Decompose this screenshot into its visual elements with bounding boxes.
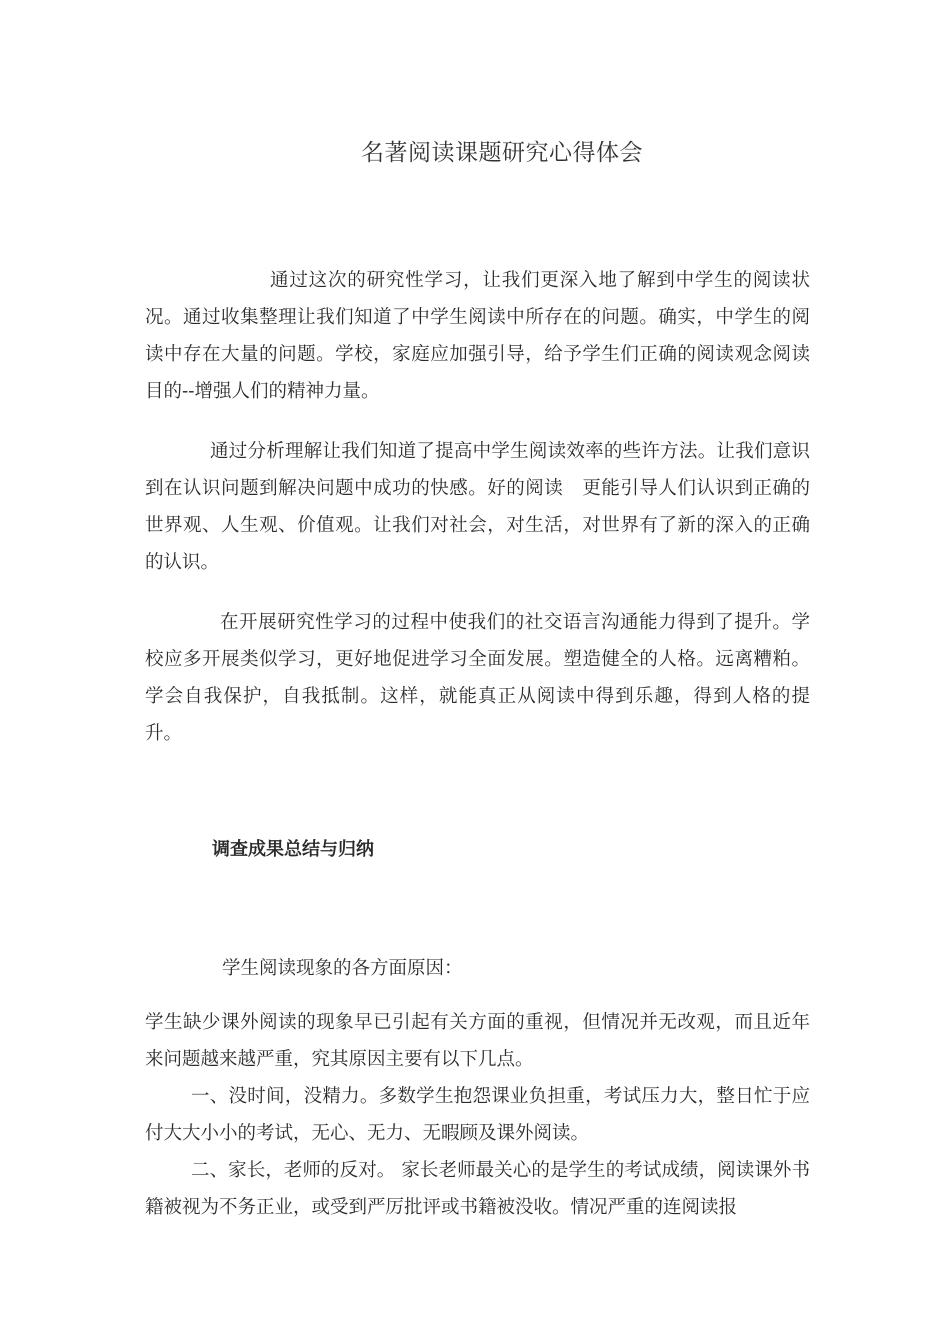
paragraph-3: 在开展研究性学习的过程中使我们的社交语言沟通能力得到了提升。学校应多开展类似学习，更好地促进学习全面发展。塑造健全的人格。远离糟粕。学会自我保护，自我抵制。这样，就能真正从阅读中得到乐趣，得到人格的提升。 [145, 612, 810, 744]
document-title: 名著阅读课题研究心得体会 [361, 140, 643, 166]
section-paragraph-2: 一、没时间，没精力。多数学生抱怨课业负担重，考试压力大，整日忙于应付大大小小的考试，无心、无力、无暇顾及课外阅读。 [145, 1086, 810, 1144]
section-heading: 调查成果总结与归纳 [212, 839, 374, 860]
section-paragraph-3: 二、家长，老师的反对。 家长老师最关心的是学生的考试成绩，阅读课外书籍被视为不务正业，或受到严厉批评或书籍被没收。情况严重的连阅读报 [145, 1160, 810, 1218]
paragraph-1: 通过这次的研究性学习，让我们更深入地了解到中学生的阅读状况。通过收集整理让我们知道了中学生阅读中所存在的问题。确实，中学生的阅读中存在大量的问题。学校，家庭应加强引导，给予学生们正确的阅读观念阅读目的--增强人们的精神力量。 [145, 270, 810, 402]
paragraph-2: 通过分析理解让我们知道了提高中学生阅读效率的些许方法。让我们意识到在认识问题到解决问题中成功的快感。好的阅读 更能引导人们认识到正确的世界观、人生观、价值观。让我们对社会，对生活，对世界有了新的深入的正确的认识。 [145, 441, 810, 573]
section-subtitle: 学生阅读现象的各方面原因： [222, 958, 463, 979]
section-paragraph-1: 学生缺少课外阅读的现象早已引起有关方面的重视，但情况并无改观，而且近年来问题越来越严重，究其原因主要有以下几点。 [145, 1012, 810, 1070]
